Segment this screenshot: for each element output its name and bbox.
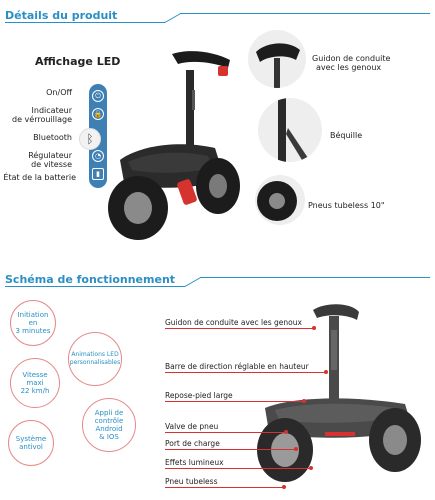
callout-dot-light-effects <box>309 466 313 470</box>
scooter-illustration <box>100 30 250 240</box>
title-underline-2-right <box>200 277 430 278</box>
callout-dot-charging-port <box>294 447 298 451</box>
power-icon: ⏻ <box>92 90 104 102</box>
label-speed-2: de vitesse <box>31 160 72 169</box>
feature-bubble-antitheft: Système antivol <box>8 420 54 466</box>
label-onoff: On/Off <box>46 88 72 97</box>
callout-line-charging-port <box>165 449 295 450</box>
title-underline <box>5 22 165 23</box>
callout-dot-tubeless-tire <box>282 485 286 489</box>
callout-dot-steering-bar <box>324 370 328 374</box>
callout-dot-handlebar <box>312 326 316 330</box>
callout-line-light-effects <box>165 468 310 469</box>
callout-line-footrest <box>165 401 303 402</box>
callout-label-tubeless-tire: Pneu tubeless <box>165 477 218 486</box>
detail-tire-circle <box>255 175 305 225</box>
callout-dot-valve <box>284 430 288 434</box>
callout-label-handlebar: Guidon de conduite avec les genoux <box>165 318 302 327</box>
label-lock-2: de vérrouillage <box>12 115 72 124</box>
callout-label-light-effects: Effets lumineux <box>165 458 224 467</box>
title-underline-right <box>180 13 430 14</box>
led-display-title: Affichage LED <box>35 55 121 68</box>
callout-label-footrest: Repose-pied large <box>165 391 233 400</box>
label-handle-1: Guidon de conduite <box>312 54 391 63</box>
callout-line-handlebar <box>165 328 313 329</box>
callout-line-steering-bar <box>165 372 325 373</box>
feature-bubble-speed: Vitesse maxi 22 km/h <box>10 358 60 408</box>
label-kickstand: Béquille <box>330 131 363 140</box>
label-speed-1: Régulateur <box>28 151 72 160</box>
title-underline-accent <box>165 13 181 23</box>
feature-bubble-led: Animations LED personnalisables <box>68 332 122 386</box>
callout-line-tubeless-tire <box>165 487 283 488</box>
callout-line-valve <box>165 432 285 433</box>
bluetooth-icon: ᛒ <box>79 128 101 150</box>
detail-kickstand-circle <box>258 98 322 162</box>
speed-icon: ◔ <box>92 150 104 162</box>
callout-dot-footrest <box>302 399 306 403</box>
title-underline-2 <box>5 286 185 287</box>
feature-bubble-initiation: Initiation en 3 minutes <box>10 300 56 346</box>
title-underline-2-accent <box>185 277 201 287</box>
callout-label-steering-bar: Barre de direction réglable en hauteur <box>165 362 309 371</box>
label-handle-2: avec les genoux <box>316 63 382 72</box>
label-tires: Pneus tubeless 10" <box>308 201 385 210</box>
lock-icon: 🔒 <box>93 110 103 118</box>
section-title-operation-diagram: Schéma de fonctionnement <box>5 273 176 286</box>
detail-handlebar-circle <box>248 30 306 88</box>
label-lock-1: Indicateur <box>31 106 72 115</box>
label-bluetooth: Bluetooth <box>33 133 72 142</box>
section-title-product-details: Détails du produit <box>5 9 118 22</box>
callout-label-valve: Valve de pneu <box>165 422 219 431</box>
feature-bubble-app: Appli de contrôle Android & IOS <box>82 398 136 452</box>
callout-label-charging-port: Port de charge <box>165 439 220 448</box>
label-battery: État de la batterie <box>3 173 76 182</box>
battery-icon: ▮ <box>92 168 104 180</box>
